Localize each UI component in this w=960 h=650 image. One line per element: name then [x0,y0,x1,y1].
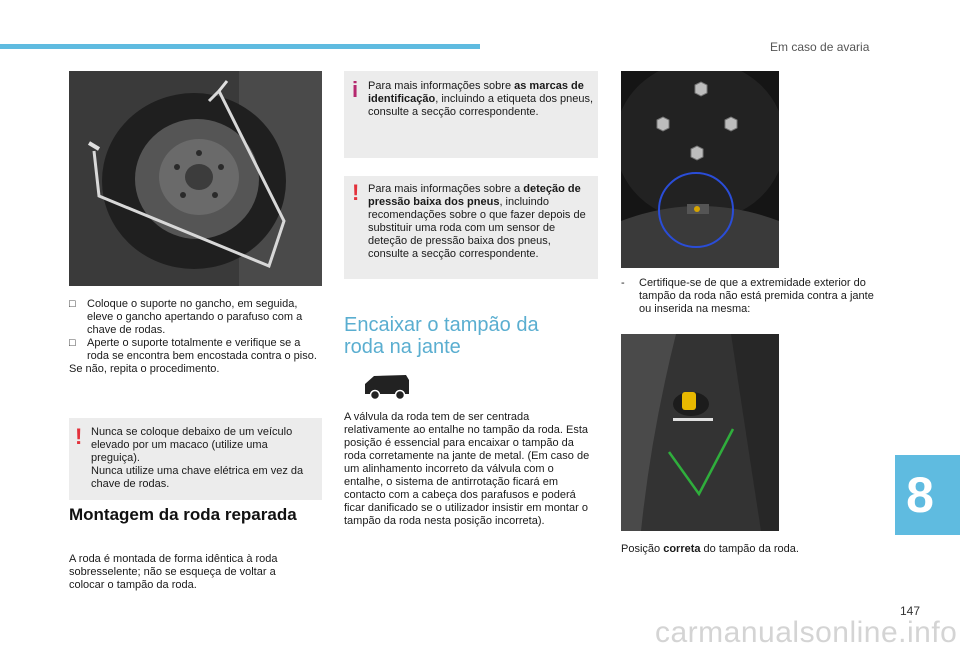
info-text-part: Para mais informações sobre [368,80,515,92]
hubcap-text: A válvula da roda tem de ser centrada relativamente ao entalhe no tampão da roda. Esta posição é essencial para encaixar o tampão da roda corretamente na jante de metal. (Em caso de um alinhamento incorreto da válvula com o entalhe, o sistema de antirrotação ficará em contacto com a cabeça dos parafusos e poderá ficar danificado se o utilizador insistir em montar o tampão da roda nesta posição incorreta). [344,411,590,527]
info-note [344,71,598,158]
info-text-part: , incluindo a etiqueta dos pneus, consulte a secção correspondente. [368,93,594,118]
caption-emphasis: correta [663,543,701,555]
tyre-pressure-text [368,183,594,261]
tyre-pressure-note [344,176,598,279]
dash-mark: - [621,277,625,289]
caption-part: Posição [621,543,664,555]
step-item [69,337,324,363]
spare-wheel-illustration [69,71,322,286]
warning-icon: ! [75,424,83,449]
checkbox-icon: □ [69,298,76,310]
chapter-number: 8 [906,467,934,523]
step-item [69,298,324,337]
note-text-emphasis: deteção de pressão baixa dos pneus [368,183,581,208]
check-bullet [621,277,876,316]
watermark: carmanualsonline.info [655,616,958,649]
info-icon: i [352,77,359,102]
warning-icon: ! [352,180,360,205]
section-title: Em caso de avaria [770,40,870,54]
repeat-text: Se não, repita o procedimento. [69,363,220,375]
check-item [621,277,876,316]
van-silhouette-icon [362,372,412,400]
warning-note [69,418,322,500]
procedure-steps [69,298,324,376]
check-text: Certifique-se de que a extremidade exterior do tampão da roda não está premida contra a jante ou inserida na mesma: [639,277,874,315]
correct-position-illustration [621,334,779,531]
note-text-part: Para mais informações sobre a [368,183,524,195]
photo-caption [621,543,876,556]
page-number: 147 [900,604,921,618]
section-heading-hubcap: Encaixar o tampão da roda na jante [344,314,539,358]
hubcap-photo-top [621,71,779,268]
checkbox-icon: □ [69,337,76,349]
reinstall-text: A roda é montada de forma idêntica à roda sobresselente; não se esqueça de voltar a colocar o tampão da roda. [69,553,278,591]
top-accent-bar [0,44,480,49]
info-text [368,80,594,119]
note-text-part: , incluindo recomendações sobre o que fazer depois de substituir uma roda com um sensor de deteção de pressão baixa dos pneus, consulte a secção correspondente. [368,196,586,260]
info-text-emphasis: as marcas de identificação [368,80,584,105]
section-heading-reinstall: Montagem da roda reparada [69,505,297,524]
hubcap-nuts-illustration [621,71,779,268]
hubcap-photo-correct [621,334,779,531]
step-text: Aperte o suporte totalmente e verifique se a roda se encontra bem encostada contra o piso. [87,337,317,362]
spare-wheel-photo [69,71,322,286]
caption-part: do tampão da roda. [700,543,799,555]
warning-text: Nunca se coloque debaixo de um veículo elevado por um macaco (utilize uma preguiça). Nunca utilize uma chave elétrica em vez da chave de rodas. [91,426,304,490]
step-text: Coloque o suporte no gancho, em seguida, eleve o gancho apertando o parafuso com a chave de rodas. [87,298,303,336]
